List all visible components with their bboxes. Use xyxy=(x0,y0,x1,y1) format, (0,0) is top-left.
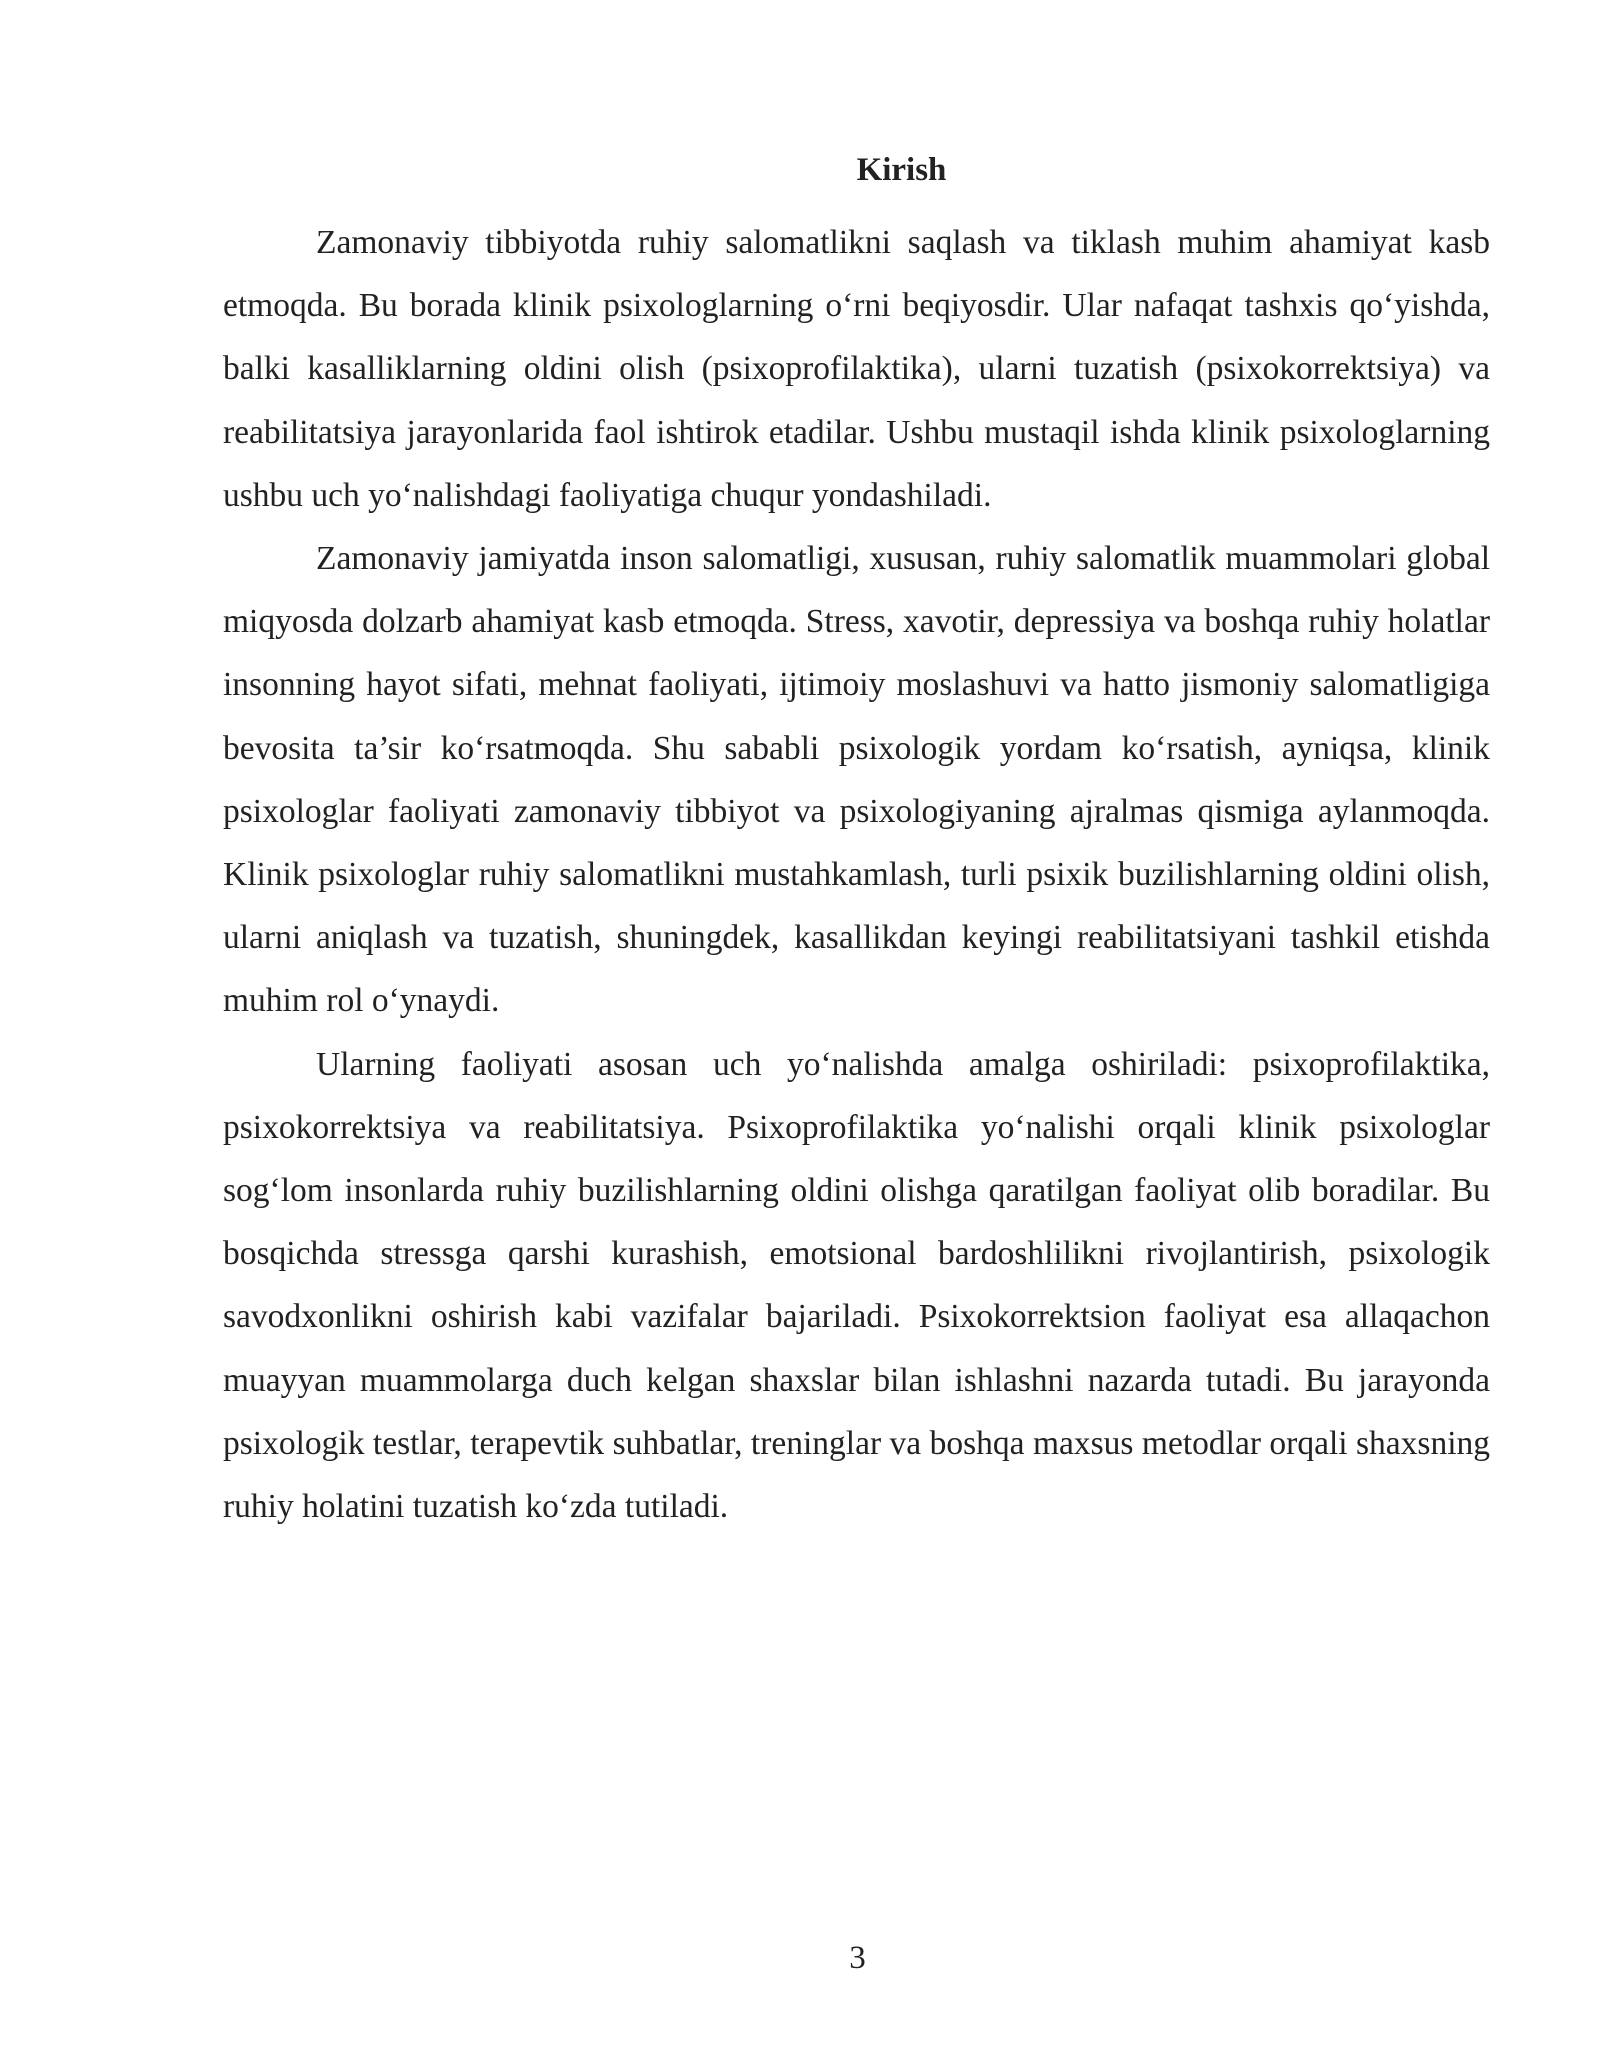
page-number: 3 xyxy=(849,1940,866,1976)
page-content xyxy=(223,148,1490,1538)
section-heading: Kirish xyxy=(856,152,947,188)
paragraph-2: Zamonaviy jamiyatda inson salomatligi, xususan, ruhiy salomatlik muammolari global miqyosda dolzarb ahamiyat kasb etmoqda. Stress, xavotir, depressiya va boshqa ruhiy holatlar insonning hayot sifati, mehnat faoliyati, ijtimoiy moslashuvi va hatto jismoniy salomatligiga bevosita ta’sir ko‘rsatmoqda. Shu sababli psixologik yordam ko‘rsatish, ayniqsa, klinik psixologlar faoliyati zamonaviy tibbiyot va psixologiyaning ajralmas qismiga aylanmoqda. Klinik psixologlar ruhiy salomatlikni mustahkamlash, turli psixik buzilishlarning oldini olish, ularni aniqlash va tuzatish, shuningdek, kasallikdan keyingi reabilitatsiyani tashkil etishda muhim rol o‘ynaydi. xyxy=(223,540,1490,1020)
paragraph-1: Zamonaviy tibbiyotda ruhiy salomatlikni saqlash va tiklash muhim ahamiyat kasb etmoqda. Bu borada klinik psixologlarning o‘rni beqiyosdir. Ular nafaqat tashxis qo‘yishda, balki kasalliklarning oldini olish (psixoprofilaktika), ularni tuzatish (psixokorrektsiya) va reabilitatsiya jarayonlarida faol ishtirok etadilar. Ushbu mustaqil ishda klinik psixologlarning ushbu uch yo‘nalishdagi faoliyatiga chuqur yondashiladi. xyxy=(223,224,1490,514)
paragraph-3: Ularning faoliyati asosan uch yo‘nalishda amalga oshiriladi: psixoprofilaktika, psixokorrektsiya va reabilitatsiya. Psixoprofilaktika yo‘nalishi orqali klinik psixologlar sog‘lom insonlarda ruhiy buzilishlarning oldini olishga qaratilgan faoliyat olib boradilar. Bu bosqichda stressga qarshi kurashish, emotsional bardoshlilikni rivojlantirish, psixologik savodxonlikni oshirish kabi vazifalar bajariladi. Psixokorrektsion faoliyat esa allaqachon muayyan muammolarga duch kelgan shaxslar bilan ishlashni nazarda tutadi. Bu jarayonda psixologik testlar, terapevtik suhbatlar, treninglar va boshqa maxsus metodlar orqali shaxsning ruhiy holatini tuzatish ko‘zda tutiladi. xyxy=(223,1045,1490,1526)
